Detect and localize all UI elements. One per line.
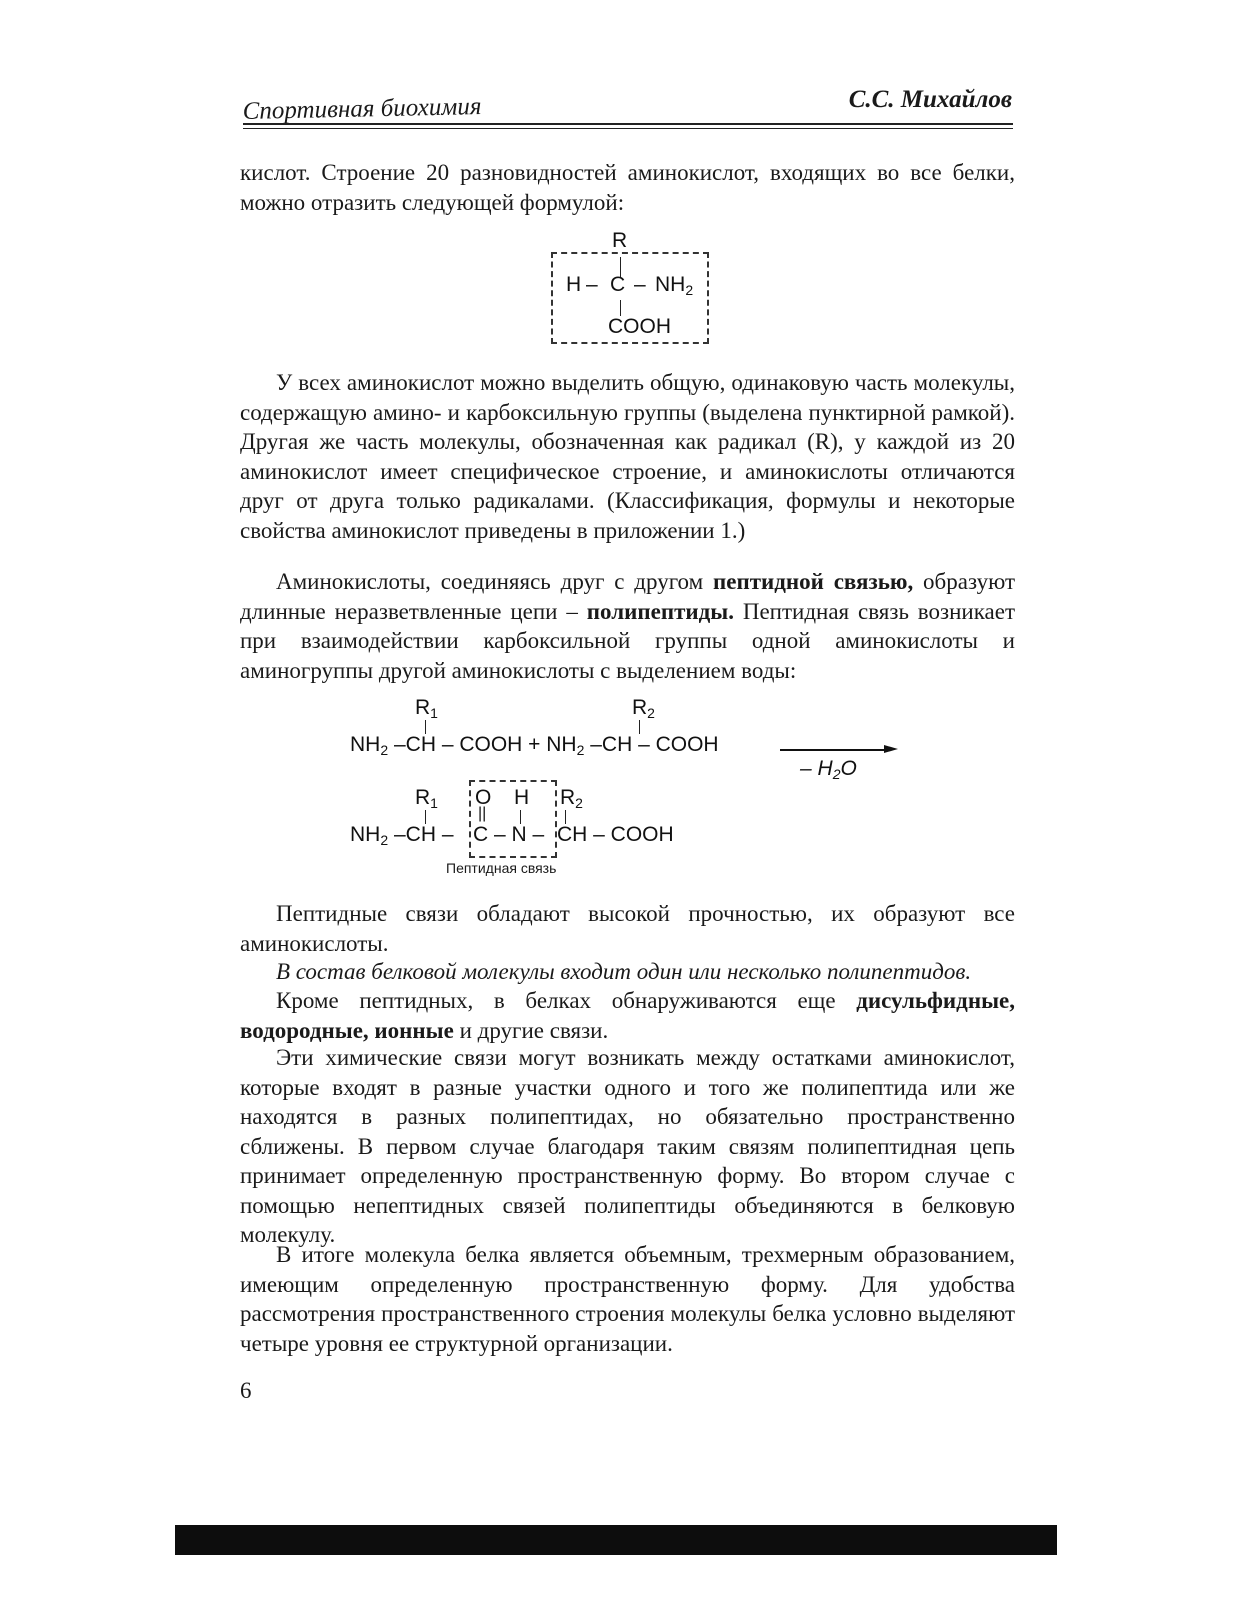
- radical-r2-bottom: $R_2$: [560, 786, 583, 811]
- radical-r1-top: $R_1$: [415, 696, 438, 721]
- paragraph-polypeptide-composition: В состав белковой молекулы входит один или несколько полипептидов.: [276, 959, 972, 984]
- carbonyl-oxygen: O: [475, 786, 492, 809]
- dipeptide-line-start: $NH_2$ –CH –: [350, 823, 454, 848]
- paragraph-chemical-bonds: Эти химические связи могут возникать между остатками аминокислот, которые входят в разные участки одного и того же полипептида или же находятся в разных полипептидах, но обязательно пространственно сближены. В первом случае благодаря таким связям полипептидная цепь принимает определенную пространственную форму. Во втором случае с помощью непептидных связей полипептиды объединяются в белковую молекулу.: [240, 1045, 1015, 1247]
- page-number: 6: [240, 1378, 252, 1403]
- paragraph-protein-structure: В итоге молекула белка является объемным, трехмерным образованием, имеющим определенную пространственную форму. Для удобства рассмотрения пространственного строения молекулы белка условно выделяют четыре уровня ее структурной организации.: [240, 1242, 1015, 1356]
- reaction-arrow: [780, 749, 885, 751]
- running-header-author: С.С. Михайлов: [848, 86, 1012, 113]
- paragraph-bond-strength: Пептидные связи обладают высокой прочностью, их образуют все аминокислоты.: [240, 901, 1015, 956]
- formula-hydrogen: H: [566, 273, 582, 296]
- amide-hydrogen: H: [514, 786, 530, 809]
- radical-r2-top: $R_2$: [632, 696, 655, 721]
- formula-bond-left: –: [586, 273, 598, 296]
- bond-r1-bottom: [425, 810, 426, 824]
- double-bond: ||: [478, 805, 487, 822]
- peptide-bond-caption: Пептидная связь: [446, 860, 557, 876]
- formula-bond-right: –: [634, 273, 646, 296]
- reactants-line: $NH_2$ –CH – COOH + $NH_2$ –CH – COOH: [350, 733, 719, 758]
- running-header-title: Спортивная биохимия: [242, 93, 482, 126]
- formula-carbon: C: [610, 273, 626, 296]
- bond-vertical-bottom: [620, 300, 621, 316]
- radical-r1-bottom: $R_1$: [415, 786, 438, 811]
- water-elimination: – $H_2O$: [800, 757, 857, 782]
- formula-carboxyl-group: COOH: [608, 315, 671, 338]
- paragraph-common-part: У всех аминокислот можно выделить общую, одинаковую часть молекулы, содержащую амино- и карбоксильную группы (выделена пунктирной рамкой). Другая же часть молекулы, обозначенная как радикал (R), у каждой из 20 аминокислот имеет специфическое строение, и аминокислоты отличаются друг от друга только радикалами. (Классификация, формулы и некоторые свойства аминокислот приведены в приложении 1.): [240, 370, 1015, 543]
- bond-r2: [639, 720, 640, 734]
- peptide-bond-atoms: C – N –: [473, 823, 545, 846]
- paragraph-peptide-bond: Аминокислоты, соединяясь друг с другом пептидной связью, образуют длинные неразветвленные цепи – полипептиды. Пептидная связь возникает при взаимодействии карбоксильной группы одной аминокислоты и аминогруппы другой аминокислоты с выделением воды:: [240, 569, 1016, 683]
- bond-r2-bottom: [565, 810, 566, 824]
- paragraph-other-bonds: Кроме пептидных, в белках обнаруживаются еще дисульфидные, водородные, ионные и другие связи.: [240, 988, 1015, 1043]
- formula-amino-group: $NH_2$: [655, 273, 694, 298]
- bond-h: [520, 810, 521, 824]
- header-rule-thin: [243, 128, 1013, 129]
- dipeptide-line-end: CH – COOH: [557, 823, 674, 846]
- formula-radical-r: R: [612, 229, 628, 252]
- bond-r1: [425, 720, 426, 734]
- paragraph-intro: кислот. Строение 20 разновидностей аминокислот, входящих во все белки, можно отразить следующей формулой:: [240, 160, 1015, 215]
- scan-edge-bar: [175, 1525, 1057, 1555]
- reaction-arrowhead: [884, 745, 898, 753]
- header-rule: [243, 123, 1013, 125]
